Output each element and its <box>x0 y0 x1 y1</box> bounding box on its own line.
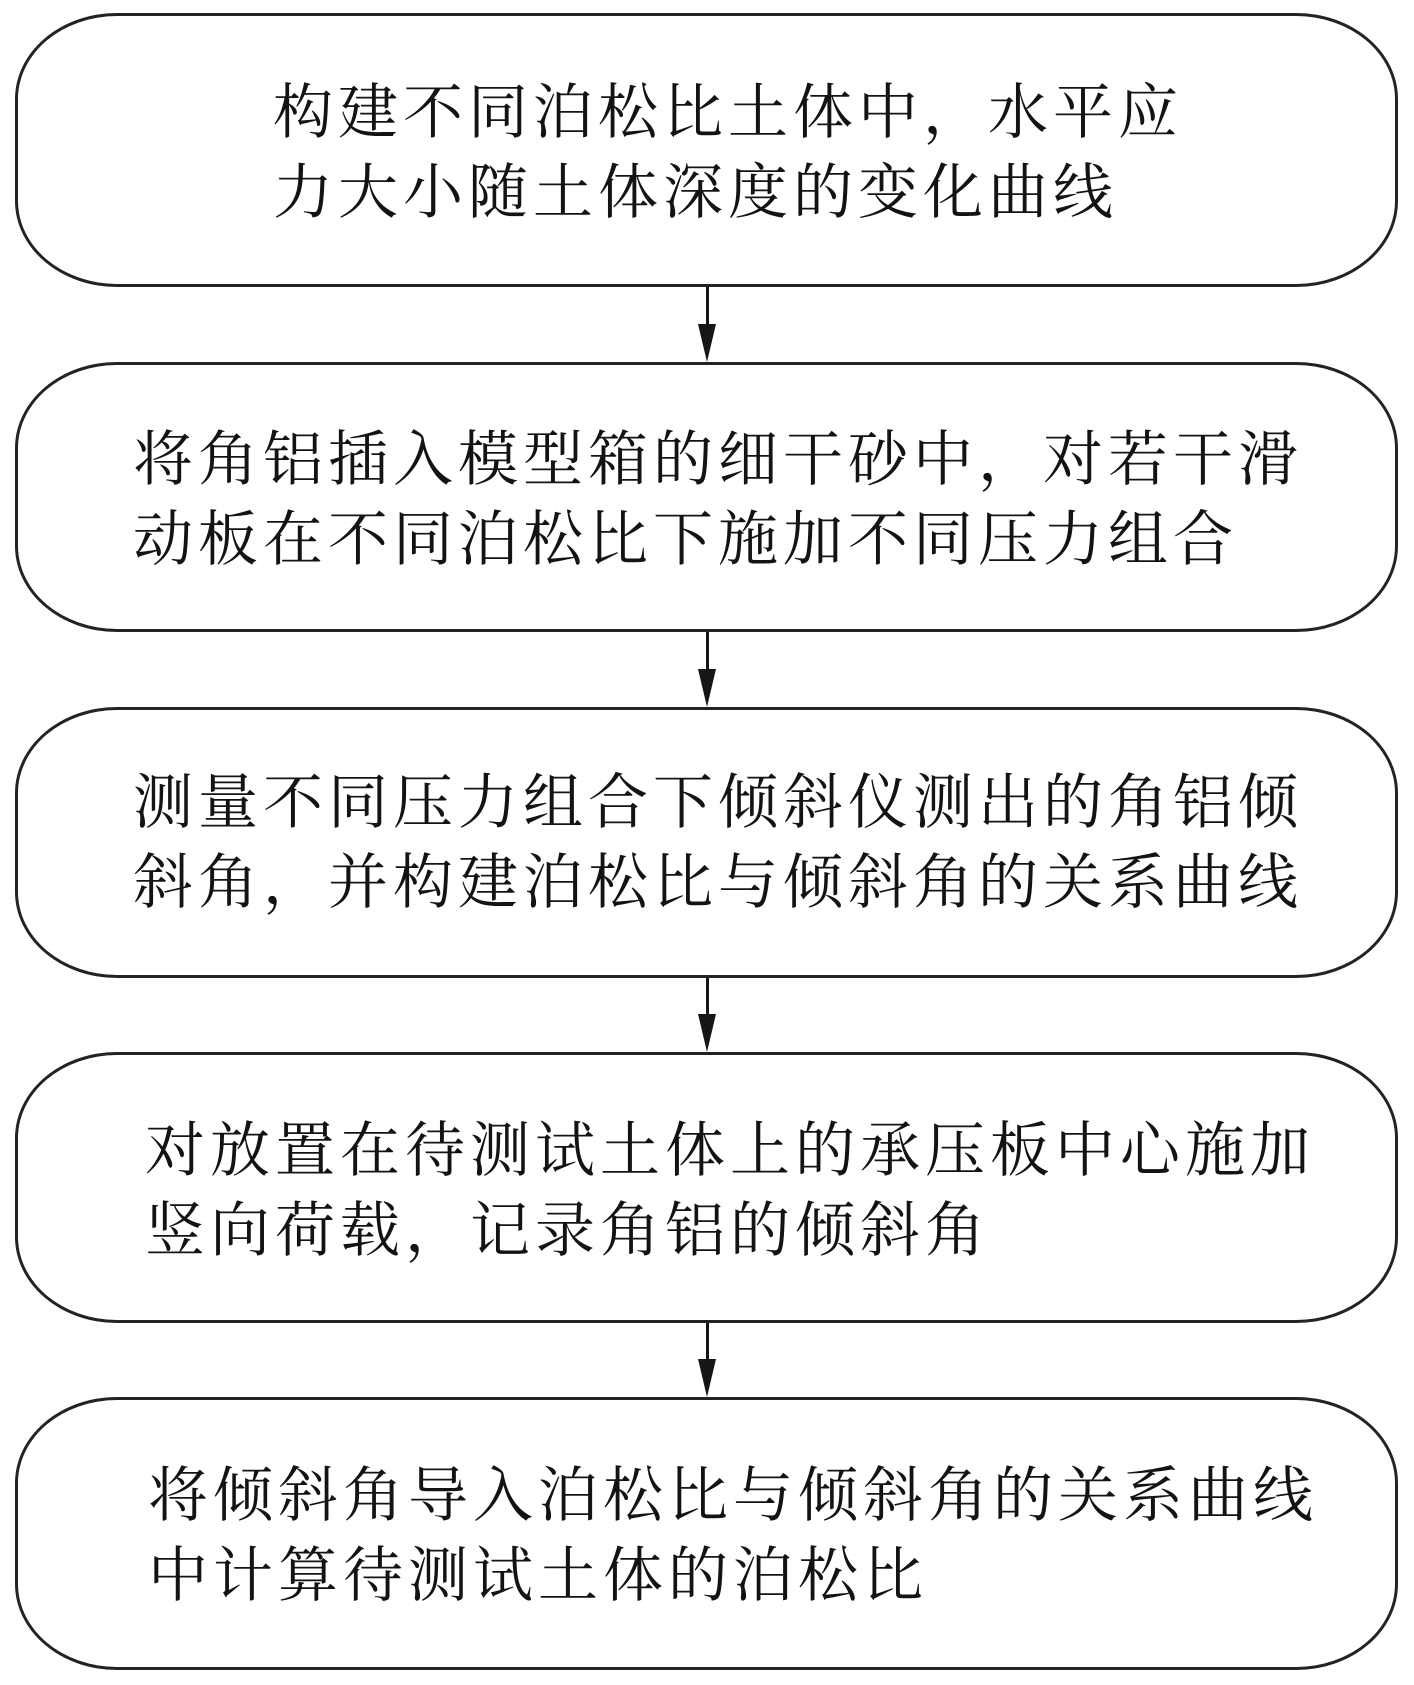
flow-step-4-box <box>15 1052 1398 1323</box>
flow-step-2-line-1: 将角铝插入模型箱的细干砂中，对若干滑 <box>133 427 1303 493</box>
down-arrow-2 <box>687 632 727 707</box>
flow-step-4-line-2: 竖向荷载，记录角铝的倾斜角 <box>145 1197 990 1264</box>
down-arrow-2-shaft <box>706 632 709 669</box>
down-arrow-3-head-icon <box>698 1014 716 1052</box>
down-arrow-1-shaft <box>706 287 709 324</box>
down-arrow-4 <box>687 1323 727 1397</box>
down-arrow-3 <box>687 978 727 1052</box>
flow-step-5-line-2: 中计算待测试土体的泊松比 <box>148 1542 928 1609</box>
flow-step-3-line-2: 斜角，并构建泊松比与倾斜角的关系曲线 <box>133 849 1303 916</box>
flow-step-5-line-1: 将倾斜角导入泊松比与倾斜角的关系曲线 <box>148 1462 1318 1529</box>
flow-step-2-box <box>15 362 1398 632</box>
down-arrow-1-head-icon <box>698 324 716 362</box>
flow-step-2-line-2: 动板在不同泊松比下施加不同压力组合 <box>133 507 1238 573</box>
down-arrow-4-shaft <box>706 1323 709 1359</box>
flow-step-3-line-1: 测量不同压力组合下倾斜仪测出的角铝倾 <box>133 769 1303 836</box>
flow-step-1-box <box>15 13 1398 287</box>
down-arrow-4-head-icon <box>698 1359 716 1397</box>
flow-step-1-line-2: 力大小随土体深度的变化曲线 <box>273 160 1118 226</box>
down-arrow-1 <box>687 287 727 362</box>
flow-step-5-box <box>15 1397 1398 1670</box>
flow-step-4-line-1: 对放置在待测试土体上的承压板中心施加 <box>145 1117 1315 1184</box>
flow-step-3-box <box>15 707 1398 978</box>
down-arrow-2-head-icon <box>698 669 716 707</box>
flow-step-1-line-1: 构建不同泊松比土体中，水平应 <box>273 80 1183 146</box>
down-arrow-3-shaft <box>706 978 709 1014</box>
